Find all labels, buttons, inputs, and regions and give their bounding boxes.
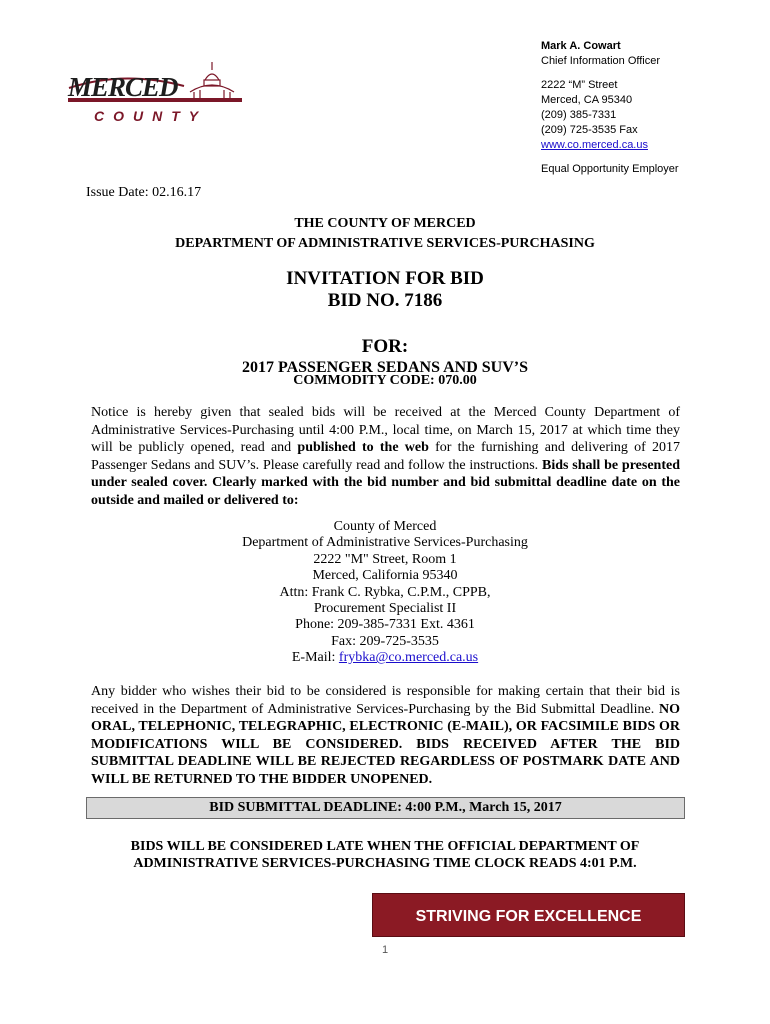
- contact-block: [541, 39, 679, 177]
- notice-text-1: Notice is hereby given that sealed bids will be received at the Merced County Department of Administrative Services-Purchasing until 4:00 P.M., local time, on March 15, 2017 at which time they will be publicly opened, read and: [91, 405, 680, 455]
- late-notice-line: ADMINISTRATIVE SERVICES-PURCHASING TIME CLOCK READS 4:01 P.M.: [133, 856, 637, 871]
- logo-word-merced: MERCED: [68, 72, 178, 102]
- website-link[interactable]: www.co.merced.ca.us: [541, 139, 648, 151]
- striving-banner: STRIVING FOR EXCELLENCE: [372, 893, 685, 937]
- address-line: Department of Administrative Services-Purchasing: [242, 535, 528, 551]
- address-line: Merced, California 95340: [312, 568, 458, 584]
- logo-word-county: COUNTY: [94, 108, 208, 124]
- contact-name: Mark A. Cowart: [541, 40, 621, 52]
- mailing-address: [150, 519, 620, 667]
- department-heading: DEPARTMENT OF ADMINISTRATIVE SERVICES-PURCHASING: [175, 236, 595, 251]
- document-title: INVITATION FOR BID: [286, 268, 484, 289]
- address-line: Attn: Frank C. Rybka, C.P.M., CPPB,: [279, 584, 491, 600]
- county-heading: THE COUNTY OF MERCED: [294, 216, 476, 231]
- commodity-code: COMMODITY CODE: 070.00: [293, 373, 477, 388]
- notice-text-2: for the furnishing and delivering of 2017 Passenger Sedans and SUV’s. Please carefully read and follow the instructions.: [91, 440, 680, 473]
- notice-paragraph: [91, 404, 680, 509]
- late-notice: [0, 838, 770, 872]
- address-line: Procurement Specialist II: [313, 601, 457, 617]
- for-label: FOR:: [361, 336, 409, 357]
- bid-subject: 2017 PASSENGER SEDANS AND SUV’S: [242, 359, 528, 376]
- deadline-box: BID SUBMITTAL DEADLINE: 4:00 P.M., March 15, 2017: [86, 797, 685, 819]
- equal-opportunity-employer: Equal Opportunity Employer: [541, 163, 679, 175]
- address-line: Fax: 209-725-3535: [331, 633, 439, 649]
- bidder-paragraph: [91, 683, 680, 788]
- courthouse-logo-graphic: [64, 60, 244, 126]
- contact-fax: (209) 725-3535 Fax: [541, 124, 638, 136]
- address-line: County of Merced: [333, 519, 437, 534]
- bidder-text: Any bidder who wishes their bid to be considered is responsible for making certain that their bid is received in the Department of Administrative Services-Purchasing by the Bid Submittal Deadline.: [91, 684, 680, 717]
- contact-phone: (209) 385-7331: [541, 109, 617, 121]
- notice-bold-1: published to the web: [297, 440, 429, 455]
- contact-street: 2222 “M” Street: [541, 79, 618, 91]
- address-line: 2222 "M" Street, Room 1: [313, 551, 457, 567]
- late-notice-line: BIDS WILL BE CONSIDERED LATE WHEN THE OFFICIAL DEPARTMENT OF: [130, 839, 640, 854]
- contact-city: Merced, CA 95340: [541, 94, 633, 106]
- bidder-warning: NO ORAL, TELEPHONIC, TELEGRAPHIC, ELECTRONIC (E-MAIL), OR FACSIMILE BIDS OR MODIFICATIONS WILL BE CONSIDERED. BIDS RECEIVED AFTER THE BID SUBMITTAL DEADLINE WILL BE REJECTED REGARDLESS OF POSTMARK DATE AND WILL BE RETURNED TO THE BIDDER UNOPENED.: [91, 701, 680, 787]
- email-line: [150, 650, 620, 666]
- bid-number: BID NO. 7186: [327, 290, 443, 311]
- page-number: 1: [381, 944, 389, 956]
- address-line: Phone: 209-385-7331 Ext. 4361: [295, 617, 475, 633]
- merced-county-logo: [64, 60, 244, 126]
- contact-title: Chief Information Officer: [541, 55, 661, 67]
- email-link[interactable]: frybka@co.merced.ca.us: [338, 650, 479, 666]
- notice-bold-2: Bids shall be presented under sealed cover. Clearly marked with the bid number and bid submittal deadline date on the outside and mailed or delivered to:: [91, 457, 680, 508]
- issue-date: Issue Date: 02.16.17: [86, 185, 202, 200]
- email-label: E-Mail:: [291, 650, 339, 666]
